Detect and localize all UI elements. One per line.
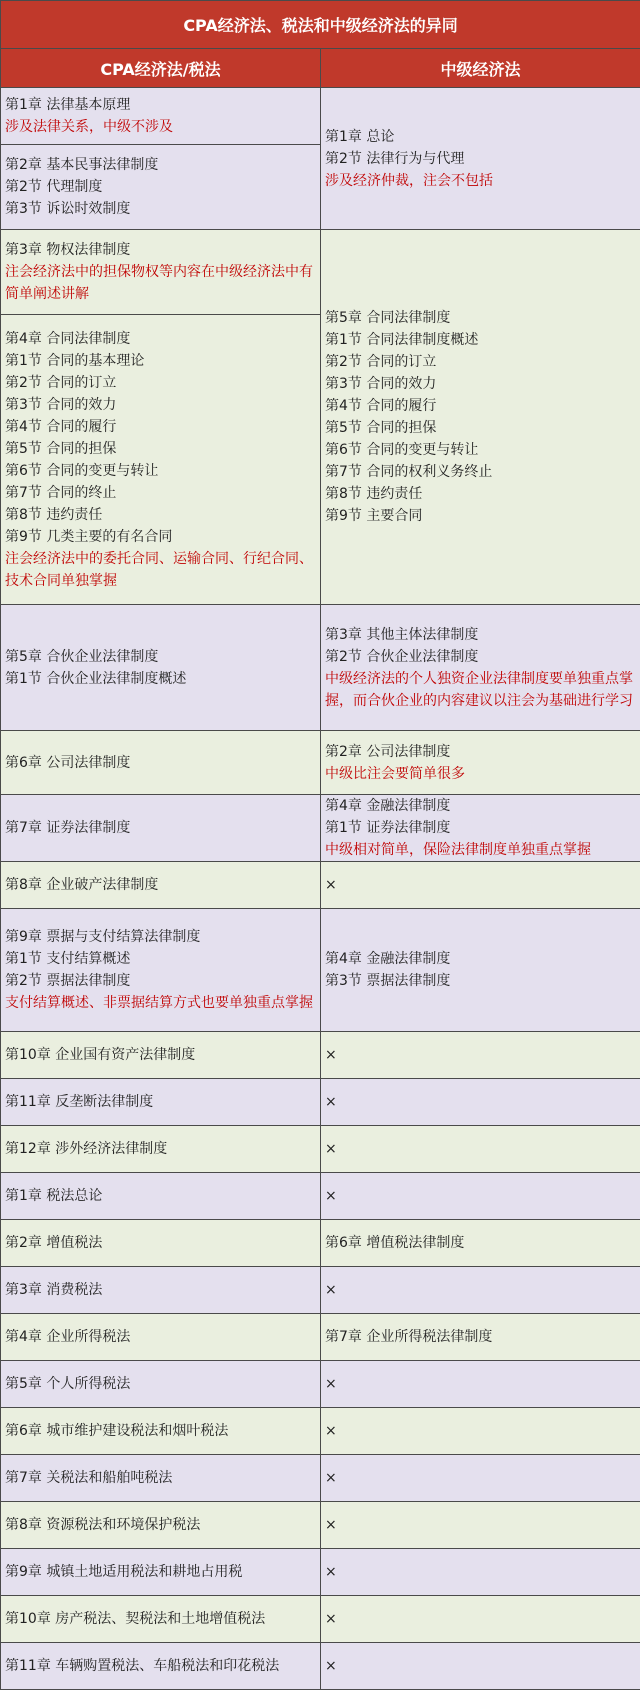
chapter-line: 第3节 合同的效力 bbox=[325, 376, 437, 392]
chapter-line: × bbox=[325, 1611, 337, 1627]
chapter-line: 第3章 其他主体法律制度 bbox=[325, 626, 479, 643]
chapter-line: 第5节 合同的担保 bbox=[5, 440, 117, 457]
right-cell bbox=[321, 795, 640, 862]
chapter-line: 第3章 物权法律制度 bbox=[5, 242, 131, 258]
right-cell bbox=[321, 1455, 640, 1502]
chapter-line: 第2章 增值税法 bbox=[5, 1235, 103, 1251]
chapter-line: 第7节 合同的终止 bbox=[5, 484, 117, 501]
chapter-line: × bbox=[325, 1564, 337, 1580]
chapter-line: 第1节 证券法律制度 bbox=[325, 820, 451, 836]
chapter-line: 第4章 金融法律制度 bbox=[325, 798, 451, 814]
chapter-line: 第5节 合同的担保 bbox=[325, 420, 437, 436]
chapter-line: 第8节 违约责任 bbox=[325, 486, 423, 502]
left-cell bbox=[1, 1643, 321, 1690]
chapter-line: 第1节 支付结算概述 bbox=[5, 951, 131, 967]
right-cell bbox=[321, 1220, 640, 1267]
right-cell bbox=[321, 1126, 640, 1173]
right-cell bbox=[321, 230, 640, 605]
note-text: 注会经济法中的担保物权等内容在中级经济法中有简单阐述讲解 bbox=[5, 264, 313, 302]
chapter-line: 第2节 合伙企业法律制度 bbox=[325, 648, 479, 665]
right-cell bbox=[321, 88, 640, 230]
right-cell bbox=[321, 1361, 640, 1408]
chapter-line: 第2节 代理制度 bbox=[5, 179, 103, 195]
chapter-line: 第1章 法律基本原理 bbox=[5, 97, 131, 113]
left-cell bbox=[1, 1549, 321, 1596]
left-cell bbox=[1, 1596, 321, 1643]
right-cell bbox=[321, 1314, 640, 1361]
chapter-line: 第2节 法律行为与代理 bbox=[325, 150, 465, 167]
chapter-line: 第6节 合同的变更与转让 bbox=[5, 462, 159, 479]
chapter-line: 第5章 合伙企业法律制度 bbox=[5, 648, 159, 665]
chapter-line: 第4章 金融法律制度 bbox=[325, 951, 451, 967]
chapter-line: 第9章 城镇土地适用税法和耕地占用税 bbox=[5, 1564, 243, 1580]
chapter-line: 第1章 税法总论 bbox=[5, 1188, 103, 1204]
left-cell bbox=[1, 1502, 321, 1549]
chapter-line: 第6章 城市维护建设税法和烟叶税法 bbox=[5, 1423, 229, 1439]
column-header-cpa: CPA经济法/税法 bbox=[1, 49, 321, 88]
chapter-line: 第5章 个人所得税法 bbox=[5, 1376, 131, 1392]
right-cell bbox=[321, 909, 640, 1032]
left-cell bbox=[1, 795, 321, 862]
chapter-line: 第7章 证券法律制度 bbox=[5, 820, 131, 836]
right-cell bbox=[321, 1643, 640, 1690]
chapter-line: 第4章 企业所得税法 bbox=[5, 1329, 131, 1345]
chapter-line: 第3章 消费税法 bbox=[5, 1282, 103, 1298]
right-cell bbox=[321, 1079, 640, 1126]
note-text: 中级比注会要简单很多 bbox=[325, 765, 465, 782]
chapter-line: 第7节 合同的权利义务终止 bbox=[325, 464, 493, 480]
chapter-line: 第1节 合同的基本理论 bbox=[5, 352, 145, 369]
chapter-line: 第9章 票据与支付结算法律制度 bbox=[5, 929, 201, 945]
chapter-line: × bbox=[325, 1282, 337, 1298]
left-cell bbox=[1, 1220, 321, 1267]
right-cell bbox=[321, 1173, 640, 1220]
chapter-line: 第1节 合伙企业法律制度概述 bbox=[5, 670, 187, 687]
chapter-line: 第2节 票据法律制度 bbox=[5, 973, 131, 989]
chapter-line: 第11章 车辆购置税法、车船税法和印花税法 bbox=[5, 1658, 280, 1674]
right-cell bbox=[321, 605, 640, 731]
left-cell bbox=[1, 1079, 321, 1126]
chapter-line: 第7章 企业所得税法律制度 bbox=[325, 1329, 493, 1345]
chapter-line: × bbox=[325, 1517, 337, 1533]
left-cell bbox=[1, 862, 321, 909]
chapter-line: 第4节 合同的履行 bbox=[325, 398, 437, 414]
right-cell bbox=[321, 1549, 640, 1596]
left-cell bbox=[1, 1408, 321, 1455]
note-text: 中级经济法的个人独资企业法律制度要单独重点掌握，而合伙企业的内容建议以注会为基础进行学习 bbox=[325, 670, 633, 709]
right-cell bbox=[321, 1032, 640, 1079]
chapter-line: × bbox=[325, 1047, 337, 1063]
chapter-line: 第9节 几类主要的有名合同 bbox=[5, 528, 173, 545]
chapter-line: 第6章 公司法律制度 bbox=[5, 754, 131, 771]
left-cell bbox=[1, 145, 321, 230]
chapter-line: 第8章 企业破产法律制度 bbox=[5, 877, 159, 893]
left-cell bbox=[1, 230, 321, 315]
chapter-line: 第4章 合同法律制度 bbox=[5, 330, 131, 347]
left-cell bbox=[1, 909, 321, 1032]
left-cell bbox=[1, 605, 321, 731]
chapter-line: 第2章 公司法律制度 bbox=[325, 743, 451, 760]
note-text: 涉及经济仲裁，注会不包括 bbox=[325, 172, 493, 189]
left-cell bbox=[1, 1455, 321, 1502]
chapter-line: 第9节 主要合同 bbox=[325, 508, 423, 524]
left-cell bbox=[1, 88, 321, 145]
left-cell bbox=[1, 1267, 321, 1314]
chapter-line: × bbox=[325, 877, 337, 893]
column-header-intermediate: 中级经济法 bbox=[321, 49, 640, 88]
chapter-line: × bbox=[325, 1094, 337, 1110]
left-cell bbox=[1, 1361, 321, 1408]
chapter-line: 第7章 关税法和船舶吨税法 bbox=[5, 1470, 173, 1486]
chapter-line: 第3节 票据法律制度 bbox=[325, 973, 451, 989]
table-title: CPA经济法、税法和中级经济法的异同 bbox=[1, 1, 640, 49]
note-text: 注会经济法中的委托合同、运输合同、行纪合同、技术合同单独掌握 bbox=[5, 550, 313, 589]
right-cell bbox=[321, 1596, 640, 1643]
right-cell bbox=[321, 1267, 640, 1314]
chapter-line: 第1章 总论 bbox=[325, 128, 395, 145]
chapter-line: × bbox=[325, 1188, 337, 1204]
chapter-line: 第8章 资源税法和环境保护税法 bbox=[5, 1517, 201, 1533]
chapter-line: 第8节 违约责任 bbox=[5, 506, 103, 523]
chapter-line: 第1节 合同法律制度概述 bbox=[325, 332, 479, 348]
right-cell bbox=[321, 862, 640, 909]
chapter-line: 第5章 合同法律制度 bbox=[325, 310, 451, 326]
chapter-line: × bbox=[325, 1141, 337, 1157]
chapter-line: × bbox=[325, 1376, 337, 1392]
left-cell bbox=[1, 1032, 321, 1079]
chapter-line: 第2章 基本民事法律制度 bbox=[5, 157, 159, 173]
chapter-line: 第3节 诉讼时效制度 bbox=[5, 201, 131, 217]
note-text: 支付结算概述、非票据结算方式也要单独重点掌握 bbox=[5, 995, 313, 1011]
right-cell bbox=[321, 731, 640, 795]
left-cell bbox=[1, 1314, 321, 1361]
chapter-line: × bbox=[325, 1423, 337, 1439]
chapter-line: 第3节 合同的效力 bbox=[5, 396, 117, 413]
note-text: 中级相对简单，保险法律制度单独重点掌握 bbox=[325, 842, 591, 858]
right-cell bbox=[321, 1408, 640, 1455]
left-cell bbox=[1, 315, 321, 605]
chapter-line: × bbox=[325, 1470, 337, 1486]
left-cell bbox=[1, 731, 321, 795]
chapter-line: 第4节 合同的履行 bbox=[5, 418, 117, 435]
right-cell bbox=[321, 1502, 640, 1549]
chapter-line: 第11章 反垄断法律制度 bbox=[5, 1094, 154, 1110]
chapter-line: 第2节 合同的订立 bbox=[5, 374, 117, 391]
chapter-line: 第6节 合同的变更与转让 bbox=[325, 442, 479, 458]
chapter-line: × bbox=[325, 1658, 337, 1674]
chapter-line: 第10章 企业国有资产法律制度 bbox=[5, 1047, 196, 1063]
chapter-line: 第10章 房产税法、契税法和土地增值税法 bbox=[5, 1611, 266, 1627]
chapter-line: 第2节 合同的订立 bbox=[325, 354, 437, 370]
chapter-line: 第12章 涉外经济法律制度 bbox=[5, 1141, 168, 1157]
note-text: 涉及法律关系，中级不涉及 bbox=[5, 119, 173, 135]
left-cell bbox=[1, 1173, 321, 1220]
chapter-line: 第6章 增值税法律制度 bbox=[325, 1235, 465, 1251]
left-cell bbox=[1, 1126, 321, 1173]
